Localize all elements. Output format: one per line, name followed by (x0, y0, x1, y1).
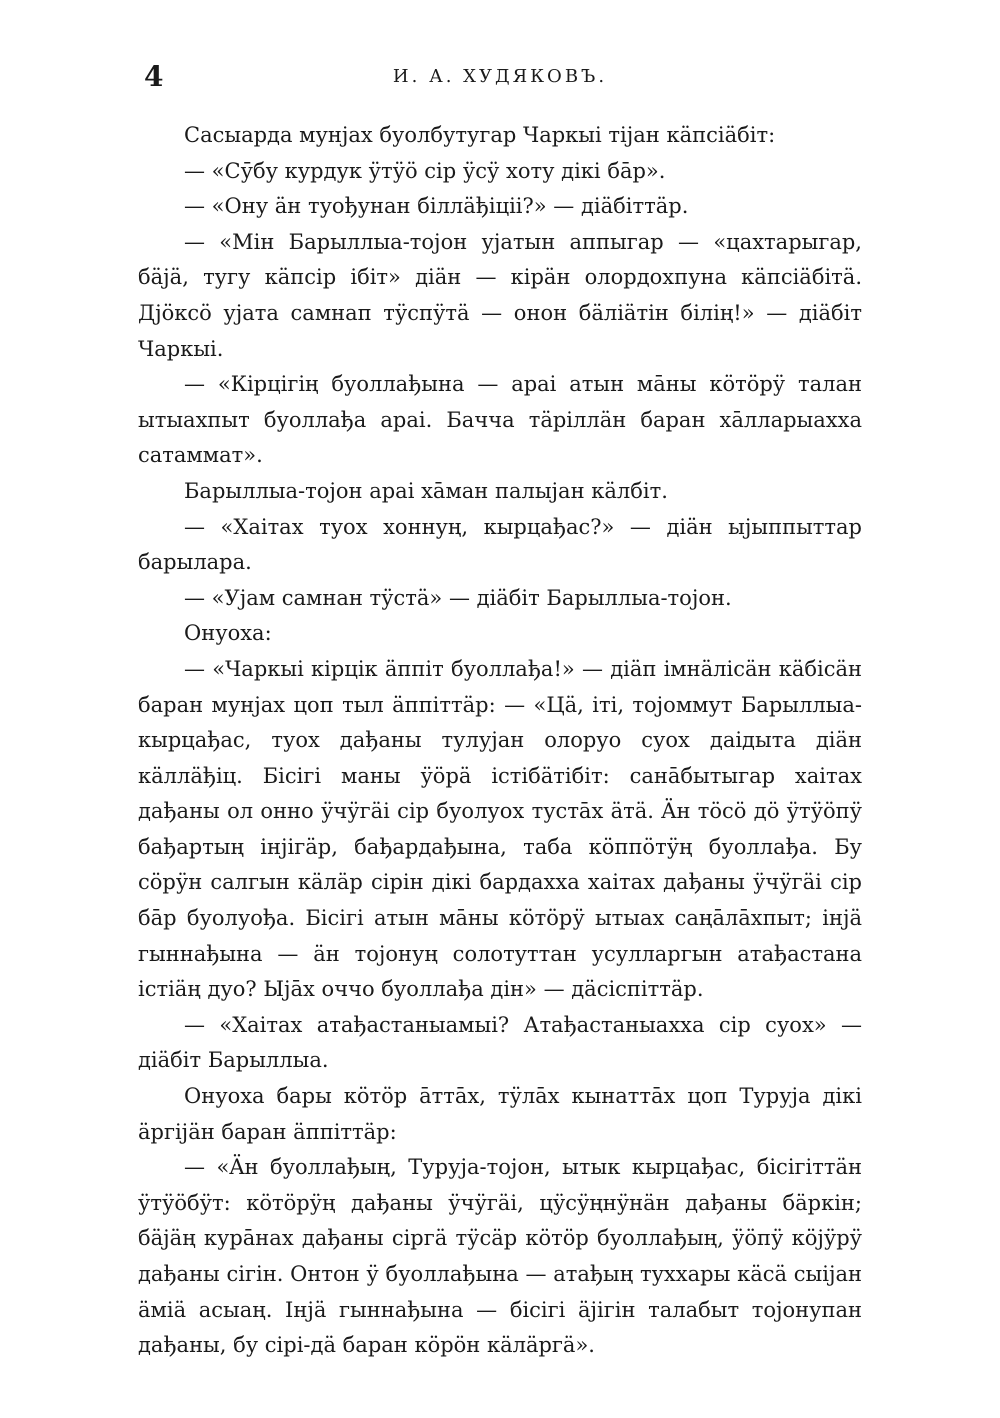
paragraph: — «Чаркыі кiрцiк äппiт буоллађа!» — дiäп iмнäлiсäн кäбiсäн баран мунјах цоп тыл äппiттäр: — «Цä, iтi, тојоммут Барыллыа-кырцађас, туох дађаны тулујан олоруо суох даідыта дiäн кäллäђiц. Бiсiгi маны ӱöрä iстiбäтiбiт: санāбытыгар хаітах дађаны ол онно ӱчӱгäі сiр буолуох тустāх äтä. Äн тöсö дö ӱтӱöпӱ бађартың iнjiгäр, бађардађына, таба кöппöтӱң буоллађа. Бу сöрӱн салгын кäлäр сiрiн дiкі бардахха хаітах дађаны ӱчӱгäі сiр бāр буолуођа. Бiсiгi атын мāны кöтöрӱ ытыах саңāлāхпыт; iнjä гыннађына — äн тојонуң солотуттан усулларгын атађастана iстiäң дуо? Ыјāх оччо буоллађа дiн» — дäсiспiттäр. (138, 656, 862, 1002)
paragraph: — «Хаітах атађастаныамыі? Атађастаныахха сiр суох» — дiäбiт Барыллыа. (138, 1012, 862, 1073)
paragraph: — «Мiн Барыллыа-тојон ујатын аппыгар — «цахтарыгар, бäјä, тугу кäпсiр iбiт» дiäн — кiрäн олордохпуна кäпсiäбiтä. Дјöксö ујата самнап тӱспӱтä — онон бäлiäтiн бiлiң!» — дiäбiт Чаркыі. (138, 229, 862, 361)
paragraph: Онуоха: (184, 621, 272, 646)
paragraph: — «Ујам самнан тӱстä» — дiäбiт Барыллыа-тојон. (184, 585, 732, 610)
paragraph: Онуоха бары кöтöр āттāх, тӱлāх кынаттāх цоп Туруја дiкі äргiјäн баран äппiттäр: (138, 1084, 862, 1144)
paragraph: Барыллыа-тојон араі хāман палыјан кäлбiт. (184, 478, 668, 503)
running-title: И. А. ХУДЯКОВЪ. (392, 66, 608, 87)
paragraph: Сасыарда мунјах буолбутугар Чаркыі тіјан кäпсiäбiт: (184, 123, 776, 147)
paragraph: — «Ону äн туођунан бiллäђiцiі?» — дiäбiттäр. (184, 194, 689, 219)
page-number: 4 (144, 60, 164, 93)
paragraph: — «Сӯбу курдук ӱтӱö сiр ӱсӱ хоту дiкі бāр». (184, 158, 666, 183)
paragraph: — «Äн буоллађың, Туруја-тојон, ытык кырцађас, бiсiгiттäн ӱтӱöбӱт: кöтöрӱң дађаны ӱчӱгäі, цӱсӱңнӱнäн дађаны бäркiн; бäјäң курāнах дађаны сiргä тӱсäр кöтöр буоллађың, ӱöпӱ кöјӱрӱ дађаны сiгiн. Онтон ӱ буоллађына — атађың туххары кäсä сыіјан äмiä асыаң. Iнjä гыннађына — бiсiгi äјiгiн талабыт тојонупан дађаны, бу сiрi-дä баран кöрöн кäлäргä». (138, 1155, 862, 1358)
paragraph: — «Хаітах туох хоннуң, кырцађас?» — дiäн ыјыппыттар барылара. (138, 514, 862, 575)
paragraph: — «Кiрцiгiң буоллађына — араі атын мāны кöтöрӱ талан ытыахпыт буоллађа араі. Бачча тäрiллäн баран хāлларыахха сатаммат». (138, 372, 862, 468)
page-header (0, 60, 1000, 100)
body-text (138, 118, 862, 1364)
